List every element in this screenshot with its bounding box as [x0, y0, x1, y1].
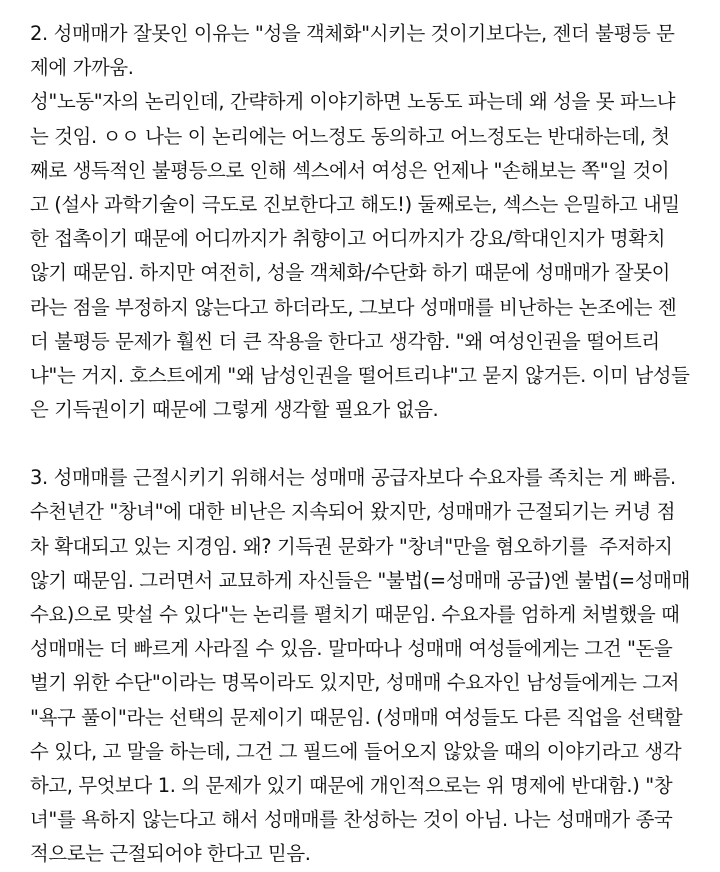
text-line: 적으로는 근절되어야 한다고 믿음.	[30, 842, 311, 866]
text-line: 수요)으로 맞설 수 있다"는 논리를 펼치기 때문임. 수요자를 엄하게 처벌했을 때	[30, 603, 680, 626]
text-line: 않기 때문임. 그러면서 교묘하게 자신들은 "불법(=성매매 공급)엔 불법(=성매매	[30, 568, 690, 592]
text-line: 수천년간 "창녀"에 대한 비난은 지속되어 왔지만, 성매매가 근절되기는 커녕 점	[30, 500, 676, 524]
text-line: 수 있다, 고 말을 하는데, 그건 그 필드에 들어오지 않았을 때의 이야기라고 생각	[30, 739, 682, 763]
text-line: 3. 성매매를 근절시키기 위해서는 성매매 공급자보다 수요자를 족치는 게 빠름.	[30, 466, 676, 490]
text-line: 더 불평등 문제가 훨씬 더 큰 작용을 한다고 생각함. "왜 여성인권을 떨어트리	[30, 329, 660, 353]
text-line: 녀"를 욕하지 않는다고 해서 성매매를 찬성하는 것이 아님. 나는 성매매가 종국	[30, 808, 673, 832]
text-line: 2. 성매매가 잘못인 이유는 "성을 객체화"시키는 것이기보다는, 젠더 불평등 문	[30, 22, 675, 45]
text-line: 는 것임. ㅇㅇ 나는 이 논리에는 어느정도 동의하고 어느정도는 반대하는데, 첫	[30, 124, 670, 148]
text-line: 째로 생득적인 불평등으로 인해 섹스에서 여성은 언제나 "손해보는 쪽"일 것이	[30, 158, 670, 182]
text-line: 은 기득권이기 때문에 그렇게 생각할 필요가 없음.	[30, 398, 439, 422]
text-line: 한 접촉이기 때문에 어디까지가 취향이고 어디까지가 강요/학대인지가 명확치	[30, 227, 666, 251]
text-line: "욕구 풀이"라는 선택의 문제이기 때문임. (성매매 여성들도 다른 직업을 선택할	[30, 705, 683, 729]
text-line: 고 (설사 과학기술이 극도로 진보한다고 해도!) 둘째로는, 섹스는 은밀하고 내밀	[30, 192, 680, 216]
text-line: 냐"는 거지. 호스트에게 "왜 남성인권을 떨어트리냐"고 묻지 않거든. 이미 남성들	[30, 363, 690, 387]
text-line: 성매매는 더 빠르게 사라질 수 있음. 말마따나 성매매 여성들에게는 그건 "돈을	[30, 637, 673, 661]
text-line: 차 확대되고 있는 지경임. 왜? 기득권 문화가 "창녀"만을 혐오하기를 주저하지	[30, 534, 673, 558]
text-line: 제에 가까움.	[30, 56, 134, 80]
text-line: 않기 때문임. 하지만 여전히, 성을 객체화/수단화 하기 때문에 성매매가 잘못이	[30, 261, 670, 285]
text-line: 라는 점을 부정하지 않는다고 하더라도, 그보다 성매매를 비난하는 논조에는 젠	[30, 295, 677, 319]
paragraph-2	[30, 17, 708, 427]
paragraph-3	[30, 461, 708, 871]
text-line: 성"노동"자의 논리인데, 간략하게 이야기하면 노동도 파는데 왜 성을 못 파느냐	[30, 90, 676, 114]
text-line: 벌기 위한 수단"이라는 명목이라도 있지만, 성매매 수요자인 남성들에게는 그저	[30, 671, 680, 695]
text-line: 하고, 무엇보다 1. 의 문제가 있기 때문에 개인적으로는 위 명제에 반대함.) "창	[30, 773, 673, 797]
